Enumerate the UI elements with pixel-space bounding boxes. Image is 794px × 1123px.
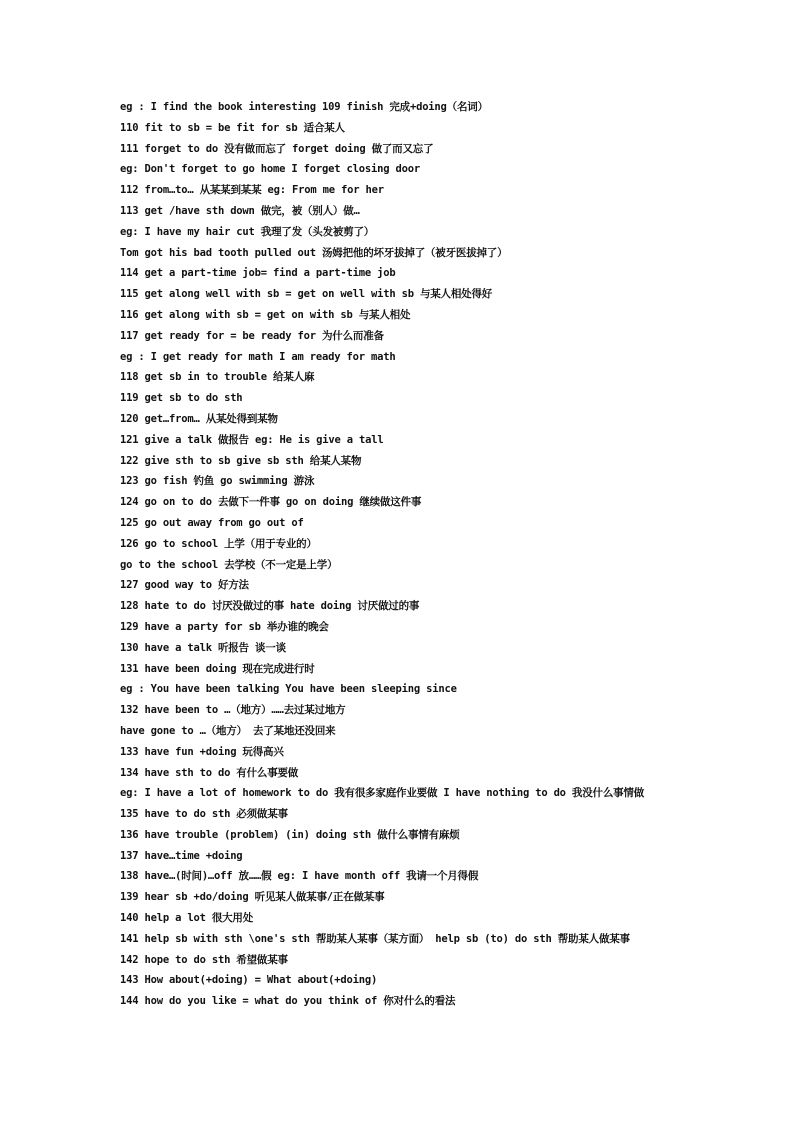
text-line: 112 from…to… 从某某到某某 eg: From me for her xyxy=(120,184,384,197)
text-line: 130 have a talk 听报告 谈一谈 xyxy=(120,641,286,654)
text-line: 118 get sb in to trouble 给某人麻 xyxy=(120,371,315,384)
text-line: eg: Don't forget to go home I forget closing door xyxy=(120,163,420,176)
text-line: eg : You have been talking You have been sleeping since xyxy=(120,683,457,696)
text-line: Tom got his bad tooth pulled out 汤姆把他的坏牙拔掉了（被牙医拔掉了） xyxy=(120,246,508,259)
text-line: 126 go to school 上学（用于专业的） xyxy=(120,537,317,550)
text-line: 123 go fish 钓鱼 go swimming 游泳 xyxy=(120,475,315,488)
text-line: 143 How about(+doing) = What about(+doing) xyxy=(120,974,378,987)
text-line: have gone to …（地方） 去了某地还没回来 xyxy=(120,724,336,737)
text-line: 134 have sth to do 有什么事要做 xyxy=(120,766,299,779)
text-line: 129 have a party for sb 举办谁的晚会 xyxy=(120,620,329,633)
text-line: go to the school 去学校（不一定是上学） xyxy=(120,558,338,571)
text-line: 114 get a part-time job= find a part-time job xyxy=(120,267,396,280)
text-line: 119 get sb to do sth xyxy=(120,392,243,405)
phrase-list xyxy=(120,97,780,1012)
text-line: 136 have trouble (problem) (in) doing sth 做什么事情有麻烦 xyxy=(120,828,460,841)
text-line: eg : I find the book interesting 109 finish 完成+doing（名词） xyxy=(120,101,488,113)
text-line: 133 have fun +doing 玩得高兴 xyxy=(120,745,284,758)
text-line: 113 get /have sth down 做完，被（别人）做… xyxy=(120,204,360,217)
text-line: eg: I have a lot of homework to do 我有很多家庭作业要做 I have nothing to do 我没什么事情做 xyxy=(120,787,645,800)
text-line: 121 give a talk 做报告 eg: He is give a tall xyxy=(120,433,384,446)
text-line: 111 forget to do 没有做而忘了 forget doing 做了而又忘了 xyxy=(120,142,434,155)
text-line: 116 get along with sb = get on with sb 与某人相处 xyxy=(120,308,411,321)
text-line: 138 have…(时间)…off 放……假 eg: I have month off 我请一个月得假 xyxy=(120,870,479,883)
text-line: 122 give sth to sb give sb sth 给某人某物 xyxy=(120,454,362,467)
text-line: 132 have been to …（地方）……去过某过地方 xyxy=(120,704,346,717)
text-line: 117 get ready for = be ready for 为什么而准备 xyxy=(120,329,384,342)
text-line: 127 good way to 好方法 xyxy=(120,579,249,592)
text-line: 115 get along well with sb = get on well with sb 与某人相处得好 xyxy=(120,288,493,301)
text-line: 128 hate to do 讨厌没做过的事 hate doing 讨厌做过的事 xyxy=(120,600,420,613)
text-line: 139 hear sb +do/doing 听见某人做某事/正在做某事 xyxy=(120,891,385,904)
text-line: 144 how do you like = what do you think of 你对什么的看法 xyxy=(120,995,456,1008)
text-line: eg : I get ready for math I am ready for math xyxy=(120,350,396,363)
text-line: 142 hope to do sth 希望做某事 xyxy=(120,953,288,966)
text-line: 140 help a lot 很大用处 xyxy=(120,912,254,925)
text-line: 124 go on to do 去做下一件事 go on doing 继续做这件事 xyxy=(120,496,422,509)
text-line: 110 fit to sb = be fit for sb 适合某人 xyxy=(120,121,345,134)
text-line: eg: I have my hair cut 我理了发（头发被剪了） xyxy=(120,225,375,238)
text-line: 135 have to do sth 必须做某事 xyxy=(120,808,288,821)
text-line: 141 help sb with sth \one's sth 帮助某人某事（某方面） help sb (to) do sth 帮助某人做某事 xyxy=(120,932,630,945)
text-line: 125 go out away from go out of xyxy=(120,516,304,529)
text-line: 120 get…from… 从某处得到某物 xyxy=(120,412,278,425)
text-line: 137 have…time +doing xyxy=(120,849,243,862)
text-line: 131 have been doing 现在完成进行时 xyxy=(120,662,315,675)
